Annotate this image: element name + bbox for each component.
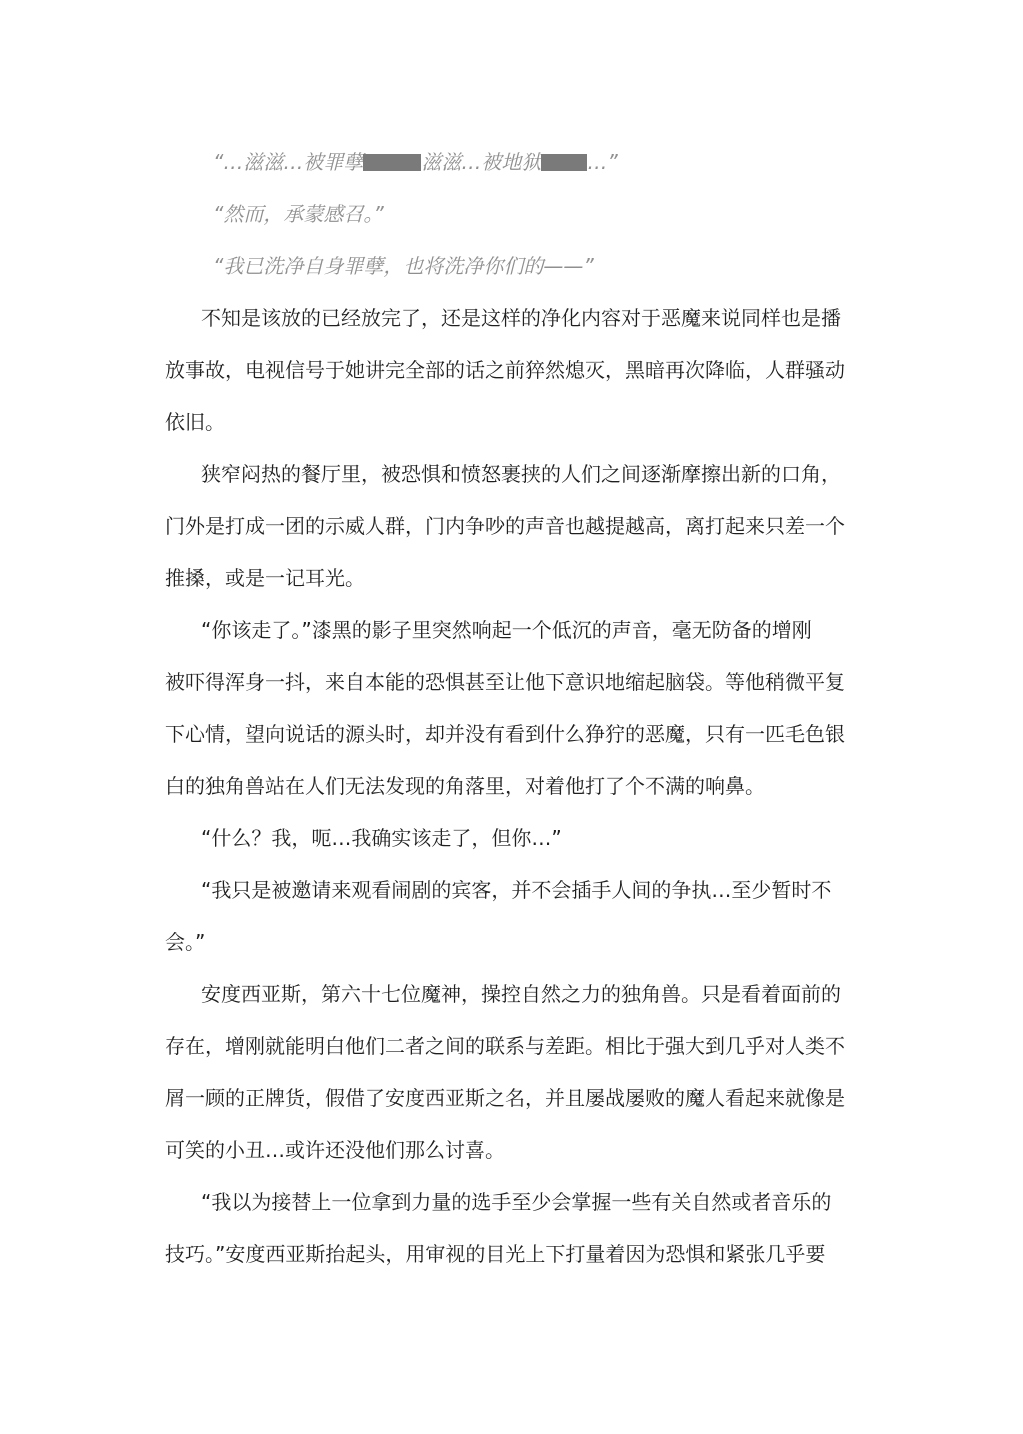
paragraph (165, 292, 855, 448)
paragraph-line: 安度西亚斯，第六十七位魔神，操控自然之力的独角兽。只是看着面前的 (201, 982, 841, 1006)
paragraph-line: “我以为接替上一位拿到力量的选手至少会掌握一些有关自然或者音乐的 (201, 1190, 832, 1214)
redaction-block (363, 154, 393, 171)
paragraph-line: 会。” (165, 930, 206, 954)
broadcast-line-2: “然而，承蒙感召。” (213, 202, 384, 226)
paragraph-line: “你该走了。”漆黑的影子里突然响起一个低沉的声音，毫无防备的增刚 (201, 618, 812, 642)
broadcast-fragment: “…滋滋…被罪孽 (213, 150, 364, 174)
paragraph-line: 门外是打成一团的示威人群，门内争吵的声音也越提越高，离打起来只差一个 (165, 514, 845, 538)
broadcast-fragment: 滋滋…被地狱 (421, 150, 542, 174)
redaction-block (541, 154, 565, 171)
paragraph-line: 可笑的小丑…或许还没他们那么讨喜。 (165, 1138, 505, 1162)
paragraph (165, 1176, 855, 1280)
paragraph-line: 下心情，望向说话的源头时，却并没有看到什么狰狞的恶魔，只有一匹毛色银 (165, 722, 845, 746)
redaction-block (565, 154, 587, 171)
paragraph-line: 被吓得浑身一抖，来自本能的恐惧甚至让他下意识地缩起脑袋。等他稍微平复 (165, 670, 845, 694)
paragraph-line: 推搡，或是一记耳光。 (165, 566, 365, 590)
paragraph-line: 狭窄闷热的餐厅里，被恐惧和愤怒裹挟的人们之间逐渐摩擦出新的口角， (201, 462, 841, 486)
paragraph (165, 448, 855, 604)
paragraph-line: 技巧。”安度西亚斯抬起头，用审视的目光上下打量着因为恐惧和紧张几乎要 (165, 1242, 826, 1266)
paragraph (165, 864, 855, 968)
paragraph (165, 968, 855, 1176)
paragraph-line: 放事故，电视信号于她讲完全部的话之前猝然熄灭，黑暗再次降临，人群骚动 (165, 358, 845, 382)
paragraph-line: 依旧。 (165, 410, 225, 434)
paragraph-line: 白的独角兽站在人们无法发现的角落里，对着他打了个不满的响鼻。 (165, 774, 765, 798)
paragraph-line: “什么？我，呃…我确实该走了，但你…” (201, 826, 562, 850)
story-text (165, 136, 855, 1280)
broadcast-line-3: “我已洗净自身罪孽，也将洗净你们的——” (213, 254, 594, 278)
broadcast-line-1 (165, 136, 855, 188)
paragraph (165, 604, 855, 812)
broadcast-fragment: …” (587, 150, 618, 174)
paragraph-line: “我只是被邀请来观看闹剧的宾客，并不会插手人间的争执…至少暂时不 (201, 878, 832, 902)
paragraph-line: 屑一顾的正牌货，假借了安度西亚斯之名，并且屡战屡败的魔人看起来就像是 (165, 1086, 845, 1110)
redaction-block (393, 154, 421, 171)
paragraph-line: 不知是该放的已经放完了，还是这样的净化内容对于恶魔来说同样也是播 (201, 306, 841, 330)
paragraph (165, 812, 855, 864)
paragraph-line: 存在，增刚就能明白他们二者之间的联系与差距。相比于强大到几乎对人类不 (165, 1034, 845, 1058)
